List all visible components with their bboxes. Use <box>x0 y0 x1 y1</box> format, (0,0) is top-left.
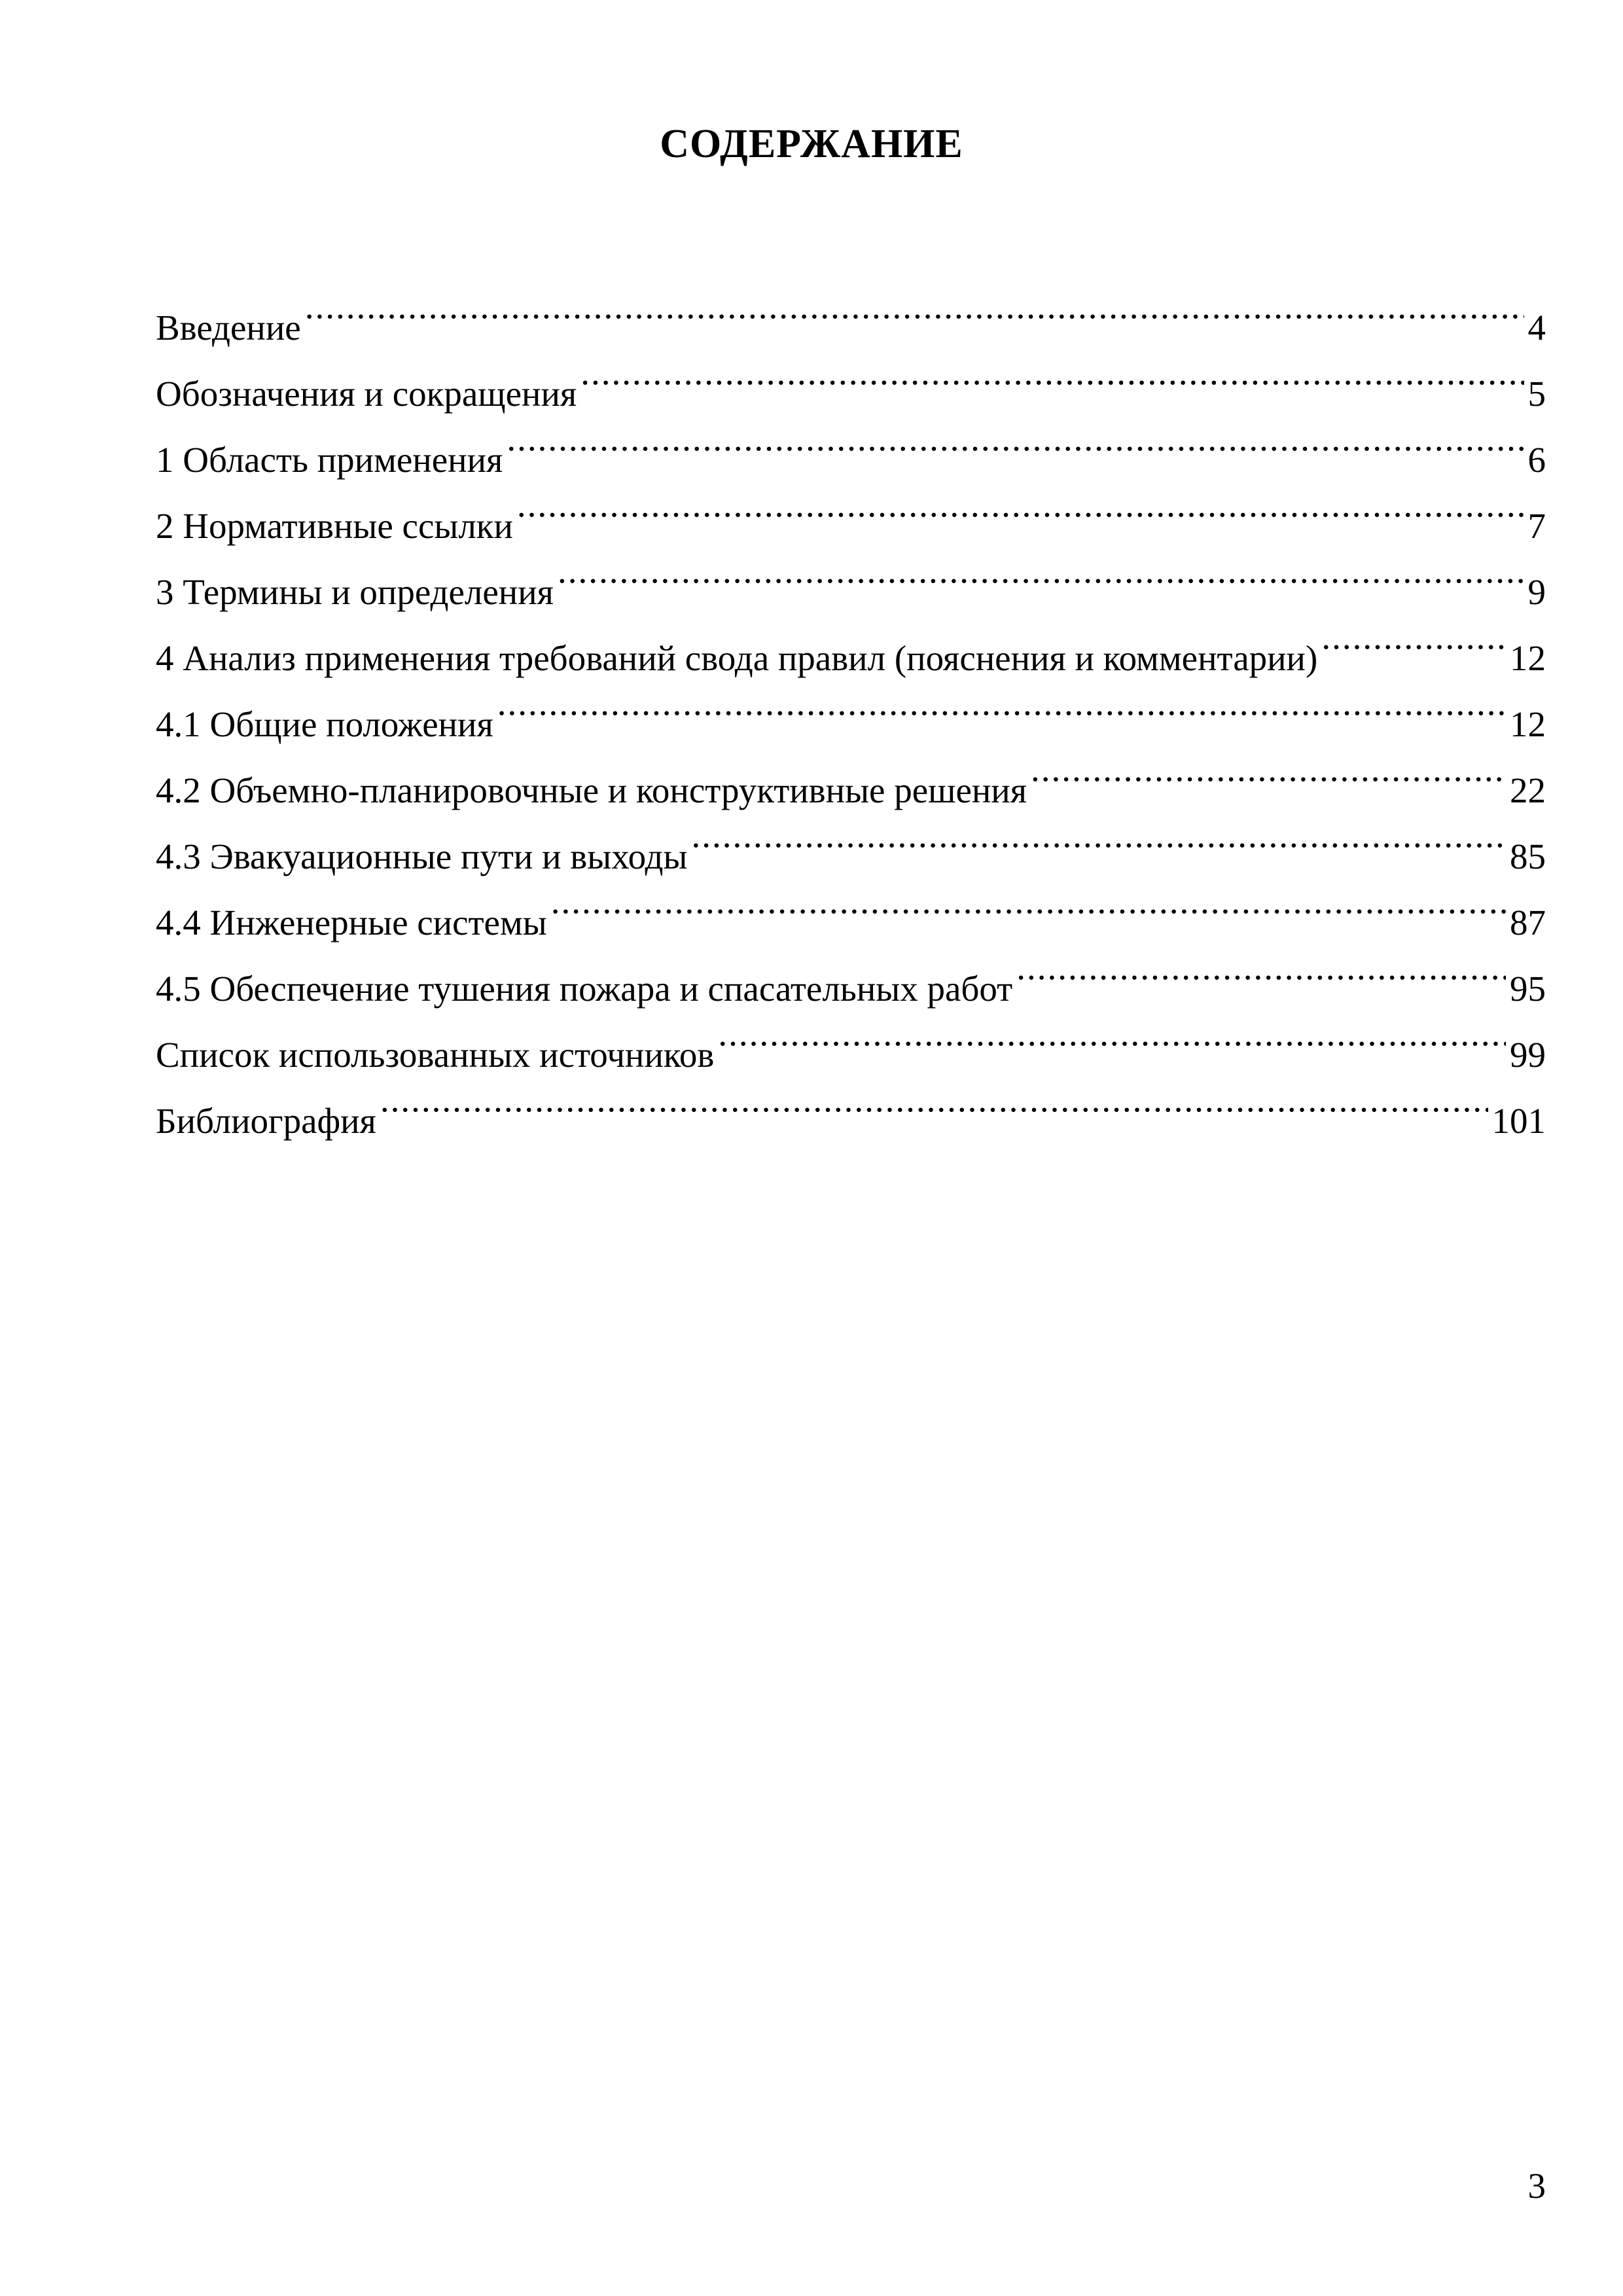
toc-entry-page: 101 <box>1491 1101 1546 1141</box>
toc-leader-dots <box>580 340 1524 406</box>
toc-entry-label: 4.2 Объемно-планировочные и конструктивные решения <box>156 770 1027 810</box>
toc-entry-abbreviations[interactable] <box>156 340 1546 414</box>
toc-entry-page: 6 <box>1527 440 1546 480</box>
toc-entry-page: 7 <box>1527 506 1546 546</box>
toc-entry-page: 22 <box>1510 770 1546 810</box>
toc-entry-label: Обозначения и сокращения <box>156 374 577 414</box>
toc-leader-dots <box>1031 736 1506 802</box>
toc-leader-dots <box>305 274 1524 340</box>
toc-leader-dots <box>691 802 1506 869</box>
toc-leader-dots <box>718 1001 1506 1067</box>
toc-entry-label: 4.4 Инженерные системы <box>156 903 547 942</box>
toc-entry-page: 12 <box>1510 638 1546 678</box>
toc-entry-page: 4 <box>1527 308 1546 348</box>
table-of-contents <box>156 274 1546 1141</box>
toc-entry-label: 3 Термины и определения <box>156 572 554 612</box>
toc-entry-label: 4.1 Общие положения <box>156 704 493 744</box>
toc-entry-page: 95 <box>1510 969 1546 1009</box>
toc-leader-dots <box>1321 604 1506 670</box>
toc-entry-page: 87 <box>1510 903 1546 942</box>
toc-entry-label: Список использованных источников <box>156 1035 715 1075</box>
toc-entry-page: 9 <box>1527 572 1546 612</box>
toc-entry-page: 85 <box>1510 836 1546 876</box>
toc-entry-label: 2 Нормативные ссылки <box>156 506 513 546</box>
toc-leader-dots <box>517 472 1524 538</box>
toc-entry-label: 4 Анализ применения требований свода правил (пояснения и комментарии) <box>156 638 1318 678</box>
toc-entry-label: 4.5 Обеспечение тушения пожара и спасательных работ <box>156 969 1013 1009</box>
page-title: СОДЕРЖАНИЕ <box>660 122 963 166</box>
toc-leader-dots <box>380 1067 1488 1133</box>
toc-leader-dots <box>551 869 1506 935</box>
toc-entry-page: 12 <box>1510 704 1546 744</box>
toc-leader-dots <box>558 538 1524 604</box>
toc-entry-label: 4.3 Эвакуационные пути и выходы <box>156 836 688 876</box>
toc-leader-dots <box>1016 935 1506 1001</box>
page-number: 3 <box>1527 2166 1546 2206</box>
toc-entry-introduction[interactable] <box>156 274 1546 348</box>
toc-entry-label: Библиография <box>156 1101 376 1141</box>
toc-leader-dots <box>507 406 1524 472</box>
toc-entry-label: Введение <box>156 308 301 348</box>
toc-leader-dots <box>497 670 1506 736</box>
toc-entry-page: 99 <box>1510 1035 1546 1075</box>
toc-entry-label: 1 Область применения <box>156 440 503 480</box>
toc-entry-page: 5 <box>1527 374 1546 414</box>
